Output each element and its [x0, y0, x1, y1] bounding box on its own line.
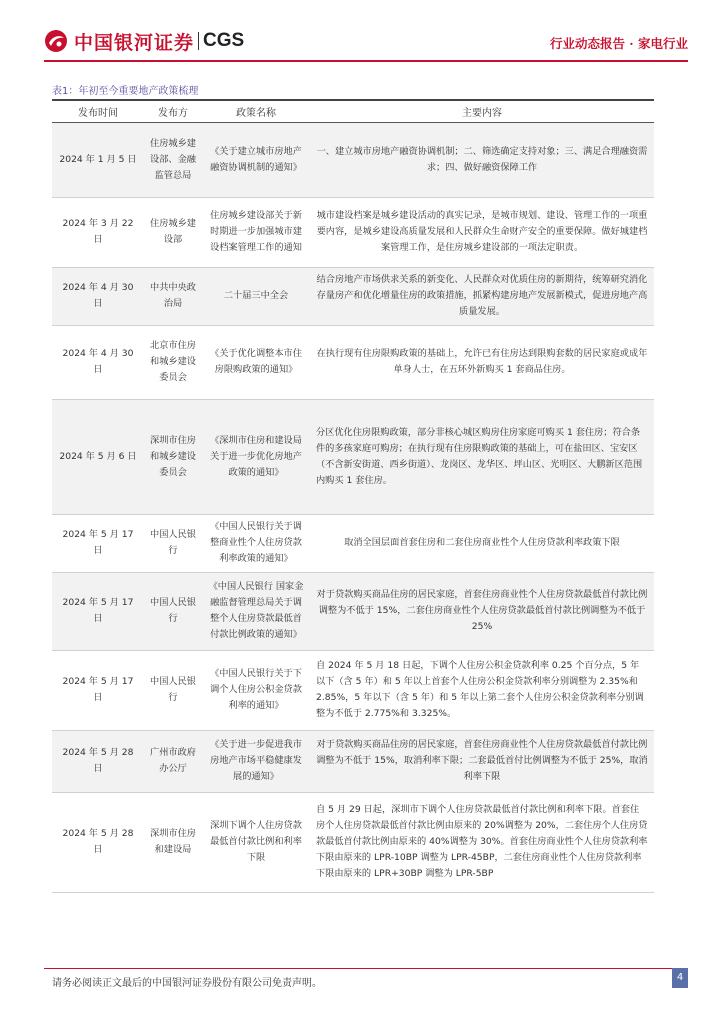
row-date: 2024 年 4 月 30 日 [52, 267, 144, 325]
table-row [52, 122, 654, 197]
table-row [52, 730, 654, 792]
table-row [52, 267, 654, 325]
row-date: 2024 年 5 月 17 日 [52, 514, 144, 572]
row-date: 2024 年 1 月 5 日 [52, 122, 144, 197]
column-header-content: 主要内容 [310, 100, 654, 122]
table-row [52, 572, 654, 650]
row-policy-name: 《中国人民银行关于下调个人住房公积金贷款利率的通知》 [202, 650, 310, 730]
row-date: 2024 年 4 月 30 日 [52, 325, 144, 399]
row-content: 对于贷款购买商品住房的居民家庭，首套住房商业性个人住房贷款最低首付款比例调整为不低于 15%，取消利率下限；二套最低首付比例调整为不低于 25%，取消利率下限 [310, 730, 654, 792]
row-policy-name: 二十届三中全会 [202, 267, 310, 325]
row-issuer: 北京市住房和城乡建设委员会 [144, 325, 202, 399]
header-divider [44, 60, 688, 62]
table-row [52, 792, 654, 892]
row-content: 取消全国层面首套住房和二套住房商业性个人住房贷款利率政策下限 [310, 514, 654, 572]
row-issuer: 深圳市住房和城乡建设委员会 [144, 399, 202, 514]
row-policy-name: 《中国人民银行 国家金融监督管理总局关于调整个人住房贷款最低首付款比例政策的通知》 [202, 572, 310, 650]
row-issuer: 住房城乡建设部、金融监管总局 [144, 122, 202, 197]
table-header-row [52, 100, 654, 122]
company-logo [44, 28, 244, 54]
row-content: 一、建立城市房地产融资协调机制；二、筛选确定支持对象；三、满足合理融资需求；四、做好融资保障工作 [310, 122, 654, 197]
report-type-label: 行业动态报告 · 家电行业 [549, 36, 688, 51]
table-row [52, 514, 654, 572]
row-issuer: 广州市政府办公厅 [144, 730, 202, 792]
row-content: 对于贷款购买商品住房的居民家庭，首套住房商业性个人住房贷款最低首付款比例调整为不低于 15%，二套住房商业性个人住房贷款最低首付款比例调整为不低于 25% [310, 572, 654, 650]
row-content: 自 5 月 29 日起，深圳市下调个人住房贷款最低首付款比例和利率下限。首套住房个人住房贷款最低首付款比例由原来的 20%调整为 20%，二套住房个人住房贷款最低首付款比例由原来的 40%调整为 30%。首套住房商业性个人住房贷款利率下限由原来的 LPR-10BP 调整为 LPR-45BP，二套住房商业性个人住房贷款利率下限由原来的 LPR+30BP 调整为 LPR-5BP [310, 792, 654, 892]
column-header-policy-name: 政策名称 [202, 100, 310, 122]
logo-english-name: CGS [203, 30, 245, 51]
row-date: 2024 年 5 月 17 日 [52, 650, 144, 730]
row-content: 城市建设档案是城乡建设活动的真实记录，是城市规划、建设、管理工作的一项重要内容，是城乡建设高质量发展和人民群众生命财产安全的重要保障。做好城建档案管理工作，是住房城乡建设部的一项法定职责。 [310, 197, 654, 267]
column-header-date: 发布时间 [52, 100, 144, 122]
row-date: 2024 年 3 月 22 日 [52, 197, 144, 267]
row-content: 结合房地产市场供求关系的新变化、人民群众对优质住房的新期待，统筹研究消化存量房产和优化增量住房的政策措施，抓紧构建房地产发展新模式，促进房地产高质量发展。 [310, 267, 654, 325]
row-issuer: 住房城乡建设部 [144, 197, 202, 267]
row-content: 分区优化住房限购政策，部分非核心城区购房住房家庭可购买 1 套住房；符合条件的多孩家庭可购房；在执行现有住房限购政策的基础上，可在盐田区、宝安区（不含新安街道、西乡街道）、龙岗区、龙华区、坪山区、光明区、大鹏新区范围内购买 1 套住房。 [310, 399, 654, 514]
row-content: 在执行现有住房限购政策的基础上，允许已有住房达到限购套数的居民家庭或成年单身人士，在五环外新购买 1 套商品住房。 [310, 325, 654, 399]
row-date: 2024 年 5 月 17 日 [52, 572, 144, 650]
row-content: 自 2024 年 5 月 18 日起，下调个人住房公积金贷款利率 0.25 个百分点，5 年以下（含 5 年）和 5 年以上首套个人住房公积金贷款利率分别调整为 2.35%和 2.85%，5 年以下（含 5 年）和 5 年以上第二套个人住房公积金贷款利率分别调整为不低于 2.775%和 3.325%。 [310, 650, 654, 730]
row-date: 2024 年 5 月 28 日 [52, 730, 144, 792]
page-header [0, 0, 724, 60]
table-row [52, 399, 654, 514]
table-title: 表1：年初至今重要地产政策梳理 [52, 86, 199, 97]
row-issuer: 深圳市住房和建设局 [144, 792, 202, 892]
row-date: 2024 年 5 月 28 日 [52, 792, 144, 892]
row-policy-name: 《关于进一步促进我市房地产市场平稳健康发展的通知》 [202, 730, 310, 792]
row-issuer: 中国人民银行 [144, 572, 202, 650]
row-policy-name: 《关于建立城市房地产融资协调机制的通知》 [202, 122, 310, 197]
footer-disclaimer: 请务必阅读正文最后的中国银河证券股份有限公司免责声明。 [52, 978, 322, 989]
row-issuer: 中共中央政治局 [144, 267, 202, 325]
table-row [52, 325, 654, 399]
row-policy-name: 《中国人民银行关于调整商业性个人住房贷款利率政策的通知》 [202, 514, 310, 572]
column-header-issuer: 发布方 [144, 100, 202, 122]
policy-table [52, 99, 654, 893]
row-issuer: 中国人民银行 [144, 514, 202, 572]
table-row [52, 650, 654, 730]
row-policy-name: 《关于优化调整本市住房限购政策的通知》 [202, 325, 310, 399]
logo-chinese-name: 中国银河证券 [74, 31, 195, 54]
row-policy-name: 《深圳市住房和建设局关于进一步优化房地产政策的通知》 [202, 399, 310, 514]
galaxy-logo-icon [44, 29, 68, 53]
row-policy-name: 住房城乡建设部关于新时期进一步加强城市建设档案管理工作的通知 [202, 197, 310, 267]
table-row [52, 197, 654, 267]
page-number: 4 [672, 968, 688, 988]
logo-divider [198, 32, 199, 50]
row-policy-name: 深圳下调个人住房贷款最低首付款比例和利率下限 [202, 792, 310, 892]
footer-divider [44, 968, 688, 969]
row-date: 2024 年 5 月 6 日 [52, 399, 144, 514]
row-issuer: 中国人民银行 [144, 650, 202, 730]
